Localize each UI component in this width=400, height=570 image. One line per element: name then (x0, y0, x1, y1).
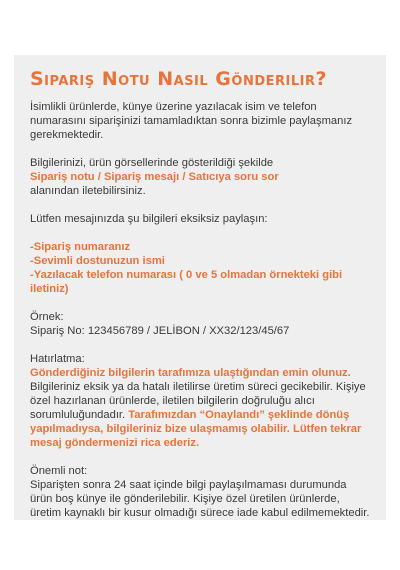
list-item: -Sevimli dostunuzun ismi (30, 255, 165, 267)
instruction-card (14, 55, 386, 520)
page-title: Sipariş Notu Nasıl Gönderilir? (30, 68, 327, 90)
reminder-bold-2: Tarafımızdan “Onaylandı” şeklinde dönüş yapılmadıysa, bilgileriniz bize ulaşmamış olabilir. Lütfen tekrar mesaj göndermenizi rica ederiz. (30, 409, 362, 449)
note-text: Siparişten sonra 24 saat içinde bilgi paylaşılmaması durumunda ürün boş künye ile gönderilebilir. Kişiye özel üretilen ürünlerde, üretim kaynaklı bir kusur olmadığı sürece iade kabul edilmemektedir. (30, 479, 370, 519)
reminder-label: Hatırlatma: (30, 353, 85, 365)
reminder-bold-1: Gönderdiğiniz bilgilerin tarafımıza ulaştığından emin olunuz. (30, 367, 351, 379)
info-line-3: alanından iletebilirsiniz. (30, 185, 146, 197)
info-highlight: Sipariş notu / Sipariş mesajı / Satıcıya soru sor (30, 171, 279, 183)
note-label: Önemli not: (30, 465, 88, 477)
list-item: -Yazılacak telefon numarası ( 0 ve 5 olmadan örnekteki gibi iletiniz) (30, 269, 343, 295)
intro-text: İsimlikli ürünlerde, künye üzerine yazılacak isim ve telefon numarasını siparişinizi tamamladıktan sonra bizimle paylaşmanız gerekmektedir. (30, 101, 353, 141)
request-text: Lütfen mesajınızda şu bilgileri eksiksiz paylaşın: (30, 213, 268, 225)
list-item: -Sipariş numaranız (30, 241, 131, 253)
reminder-normal: Bilgileriniz eksik ya da hatalı iletilirse üretim süreci gecikebilir. Kişiye özel hazırlanan ürünlerde, iletilen bilgilerin doğruluğu alıcı sorumluluğundadır. (30, 381, 366, 421)
reminder-body (30, 366, 372, 450)
example-label: Örnek: (30, 311, 64, 323)
info-line-1: Bilgilerinizi, ürün görsellerinde gösterildiği şekilde (30, 157, 274, 169)
example-text: Sipariş No: 123456789 / JELİBON / XX32/123/45/67 (30, 325, 290, 337)
